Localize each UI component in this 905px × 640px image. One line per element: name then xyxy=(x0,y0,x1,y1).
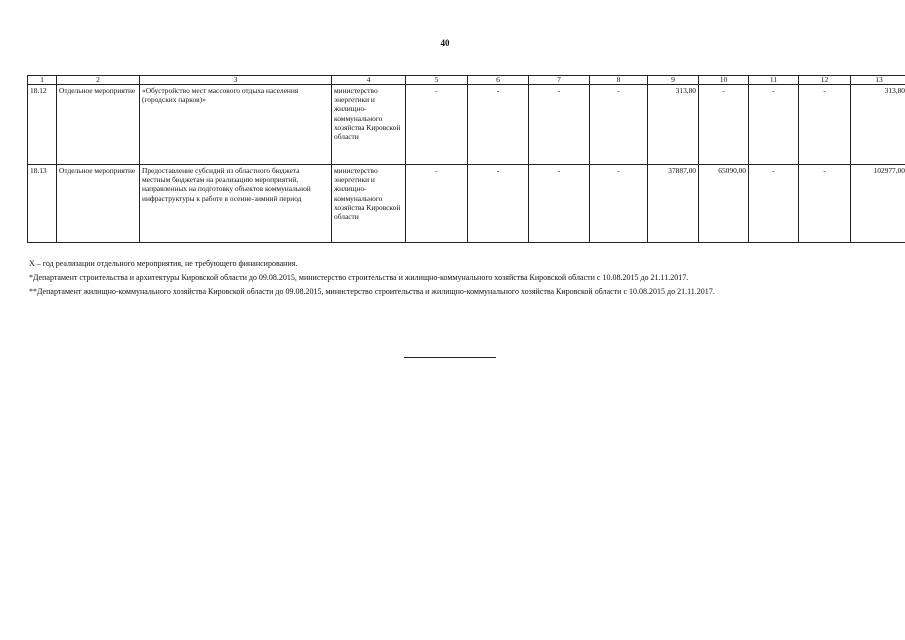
value-cell: 37887,00 xyxy=(648,165,699,243)
header-cell: 4 xyxy=(332,76,406,85)
value-cell: - xyxy=(799,165,851,243)
footnote-single-star: *Департамент строительства и архитектуры Кировской области до 09.08.2015, министерство строительства и жилищно-коммунального хозяйства Кировской области с 10.08.2015 до 21.11.2017. xyxy=(29,273,689,282)
value-cell: - xyxy=(406,85,468,165)
table-row xyxy=(28,85,905,165)
page-number: 40 xyxy=(440,38,450,48)
header-cell: 5 xyxy=(406,76,468,85)
value-cell: - xyxy=(468,85,529,165)
header-cell: 10 xyxy=(699,76,749,85)
value-cell: 313,80 xyxy=(648,85,699,165)
footnote-double-star: **Департамент жилищно-коммунального хозяйства Кировской области до 09.08.2015, министерство строительства и жилищно-коммунального хозяйства Кировской области с 10.08.2015 до 21.11.2017. xyxy=(29,287,715,296)
value-cell: - xyxy=(529,85,590,165)
header-cell: 9 xyxy=(648,76,699,85)
value-cell: - xyxy=(699,85,749,165)
value-cell: - xyxy=(749,85,799,165)
value-cell: 65090,00 xyxy=(699,165,749,243)
header-cell: 13 xyxy=(851,76,905,85)
executor-cell: министерство энергетики и жилищно-коммунального хозяйства Кировской области xyxy=(332,165,406,243)
row-number-cell: 18.12 xyxy=(28,85,57,165)
header-cell: 11 xyxy=(749,76,799,85)
type-cell: Отдельное мероприятие xyxy=(57,85,140,165)
value-cell: - xyxy=(590,165,648,243)
header-cell: 1 xyxy=(28,76,57,85)
footnote-x: Х – год реализации отдельного мероприятия, не требующего финансирования. xyxy=(29,259,298,268)
header-cell: 3 xyxy=(140,76,332,85)
header-cell: 6 xyxy=(468,76,529,85)
executor-cell: министерство энергетики и жилищно-коммунального хозяйства Кировской области xyxy=(332,85,406,165)
value-cell: - xyxy=(529,165,590,243)
total-cell: 102977,00 xyxy=(851,165,905,243)
header-cell: 2 xyxy=(57,76,140,85)
financing-table xyxy=(27,75,905,243)
value-cell: - xyxy=(590,85,648,165)
header-cell: 7 xyxy=(529,76,590,85)
name-cell: Предоставление субсидий из областного бюджета местным бюджетам на реализацию мероприятий, направленных на подготовку объектов коммунальной инфраструктуры к работе в осенне-зимний период xyxy=(140,165,332,243)
separator-line xyxy=(404,357,496,358)
row-number-cell: 18.13 xyxy=(28,165,57,243)
footnotes xyxy=(29,258,869,300)
value-cell: - xyxy=(406,165,468,243)
header-cell: 12 xyxy=(799,76,851,85)
table-row xyxy=(28,165,905,243)
name-cell: «Обустройство мест массового отдыха населения (городских парков)» xyxy=(140,85,332,165)
type-cell: Отдельное мероприятие xyxy=(57,165,140,243)
value-cell: - xyxy=(799,85,851,165)
total-cell: 313,80 xyxy=(851,85,905,165)
value-cell: - xyxy=(749,165,799,243)
header-cell: 8 xyxy=(590,76,648,85)
value-cell: - xyxy=(468,165,529,243)
table-header-row xyxy=(28,76,905,85)
